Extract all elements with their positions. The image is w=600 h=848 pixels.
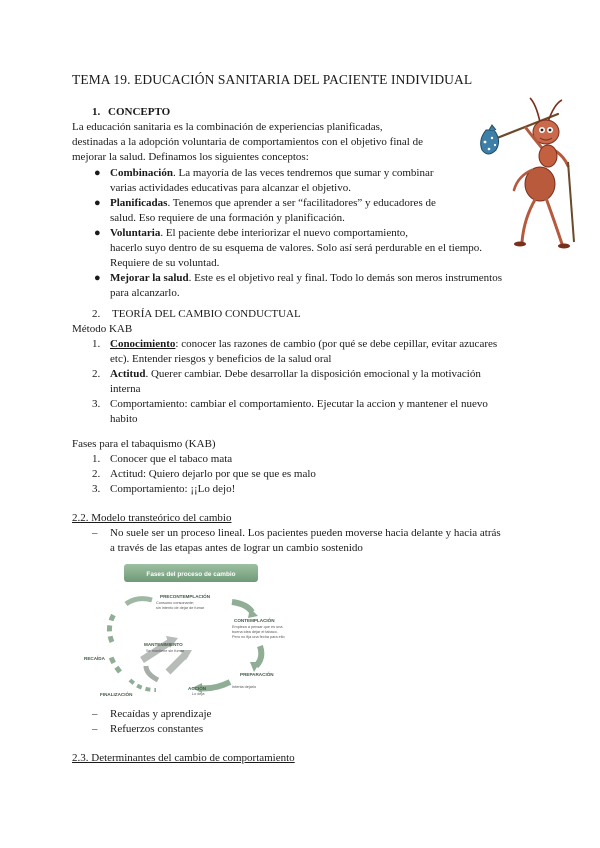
bullet-term: Combinación [110, 167, 173, 179]
concept-bullet-list [92, 166, 532, 301]
smoking-list [92, 452, 532, 497]
item-text: Comportamiento: cambiar el comportamiento. Ejecutar la accion y mantener el nuevo [110, 398, 488, 410]
dash-marker: – [92, 723, 98, 735]
item-number: 3. [92, 483, 101, 495]
section-heading-determinantes: 2.3. Determinantes del cambio de comportamiento [72, 752, 295, 764]
intro-line: destinadas a la adopción voluntaria de comportamientos con el objetivo final de [72, 136, 423, 148]
bullet-text: . El paciente debe interiorizar el nuevo comportamiento, [160, 227, 409, 239]
list-item [92, 337, 532, 367]
stage-desc: sin intento de dejar de fumar [156, 606, 205, 610]
dash-marker: – [92, 708, 98, 720]
item-text: Actitud: Quiero dejarlo por que se que es malo [110, 468, 316, 480]
transtheoretical-notes [92, 526, 542, 556]
intro-line: mejorar la salud. Definamos los siguientes conceptos: [72, 151, 309, 163]
method-label: Método KAB [72, 323, 133, 335]
bullet-dot-icon: ● [94, 167, 101, 179]
section-heading-concepto [92, 106, 170, 118]
bullet-dot-icon: ● [94, 197, 101, 209]
item-text: habito [110, 413, 138, 425]
bullet-text: . Tenemos que aprender a ser “facilitadores” y educadores de [167, 197, 436, 209]
stage-desc: buena idea dejar el tabaco. [232, 630, 278, 634]
list-item [92, 526, 542, 556]
bullet-text: salud. Eso requiere de una formación y planificación. [110, 212, 345, 224]
section-number: 1. [92, 106, 101, 118]
list-item [92, 452, 532, 467]
stage-label: RECAÍDA [84, 656, 105, 661]
bullet-text: Requiere de su voluntad. [110, 257, 220, 269]
cycle-arrow [130, 680, 156, 690]
section-title: TEORÍA DEL CAMBIO CONDUCTUAL [112, 308, 301, 320]
bullet-dot-icon: ● [94, 227, 101, 239]
kab-list [92, 337, 532, 427]
stage-label: ACCIÓN [188, 686, 207, 691]
intro-line: La educación sanitaria es la combinación de experiencias planificadas, [72, 121, 383, 133]
bullet-dot-icon: ● [94, 272, 101, 284]
bullet-text: varias actividades educativas para alcanzar el objetivo. [110, 182, 351, 194]
list-item [92, 707, 532, 722]
item-text: : conocer las razones de cambio (por qué se debe cepillar, evitar azucares [175, 338, 498, 350]
item-term: Actitud [110, 368, 146, 380]
item-text: . Querer cambiar. Debe desarrollar la disposición emocional y la motivación [145, 368, 481, 380]
change-process-diagram [82, 562, 292, 704]
stage-label: FINALIZACIÓN [100, 692, 133, 697]
list-item [92, 196, 532, 226]
item-term: Conocimiento [110, 338, 176, 350]
item-text: Recaídas y aprendizaje [110, 708, 212, 720]
bullet-text: . La mayoría de las veces tendremos que sumar y combinar [172, 167, 434, 179]
item-text: etc). Entender riesgos y beneficios de la salud oral [110, 353, 332, 365]
list-item [92, 166, 532, 196]
item-text: interna [110, 383, 141, 395]
section-heading-transteorico: 2.2. Modelo transteórico del cambio [72, 512, 232, 524]
list-item [92, 367, 532, 397]
stage-desc: Empieza a pensar que es una [232, 625, 283, 629]
dash-marker: – [92, 527, 98, 539]
item-text: a través de las etapas antes de lograr un cambio sostenido [110, 542, 363, 554]
inner-arrow [168, 654, 186, 672]
bullet-term: Mejorar la salud [110, 272, 189, 284]
bullet-text: hacerlo suyo dentro de su esquema de valores. Solo así será perdurable en el tiempo. [110, 242, 483, 254]
transtheoretical-notes-bottom [92, 707, 532, 737]
smoking-title: Fases para el tabaquismo (KAB) [72, 438, 216, 450]
item-text: Comportamiento: ¡¡Lo dejo! [110, 483, 236, 495]
stage-desc: Pero no fija una fecha para ello [232, 635, 285, 639]
item-text: Conocer que el tabaco mata [110, 453, 233, 465]
item-number: 2. [92, 468, 101, 480]
list-item [92, 467, 532, 482]
cycle-arrow [126, 599, 152, 604]
list-item [92, 271, 532, 301]
stage-label: PREPARACIÓN [240, 672, 274, 677]
stage-desc: Intenta dejarlo [232, 685, 257, 689]
stage-desc: Consumo consonante; [156, 601, 194, 605]
diagram-header-text: Fases del proceso de cambio [146, 571, 236, 578]
stage-label: MANTENIMIENTO [144, 642, 183, 647]
bullet-text: . Este es el objetivo real y final. Todo lo demás son meros instrumentos [188, 272, 503, 284]
item-text: No suele ser un proceso lineal. Los pacientes pueden moverse hacia delante y hacia atrás [110, 527, 501, 539]
section-title: CONCEPTO [108, 106, 171, 118]
section-heading-teoria [92, 307, 301, 322]
list-item [92, 722, 532, 737]
cycle-arrow [146, 666, 158, 680]
item-number: 3. [92, 398, 101, 410]
intro-paragraph [72, 120, 452, 165]
bullet-text: para alcanzarlo. [110, 287, 180, 299]
list-item [92, 226, 532, 271]
stage-desc: Se mantiene sin fumar [146, 649, 184, 653]
item-number: 2. [92, 368, 101, 380]
stage-desc: Lo deja [192, 692, 205, 696]
bullet-term: Voluntaria [110, 227, 161, 239]
item-number: 1. [92, 338, 101, 350]
item-text: Refuerzos constantes [110, 723, 204, 735]
stage-label: PRECONTEMPLACIÓN [160, 594, 211, 599]
list-item [92, 397, 532, 427]
item-number: 1. [92, 453, 101, 465]
list-item [92, 482, 532, 497]
stage-label: CONTEMPLACIÓN [234, 618, 275, 623]
page-title: TEMA 19. EDUCACIÓN SANITARIA DEL PACIENTE INDIVIDUAL [72, 72, 473, 87]
cycle-arrow [110, 654, 120, 672]
bullet-term: Planificadas [110, 197, 168, 209]
section-number: 2. [92, 308, 101, 320]
cycle-arrow [232, 602, 252, 612]
cycle-arrow [109, 614, 114, 642]
